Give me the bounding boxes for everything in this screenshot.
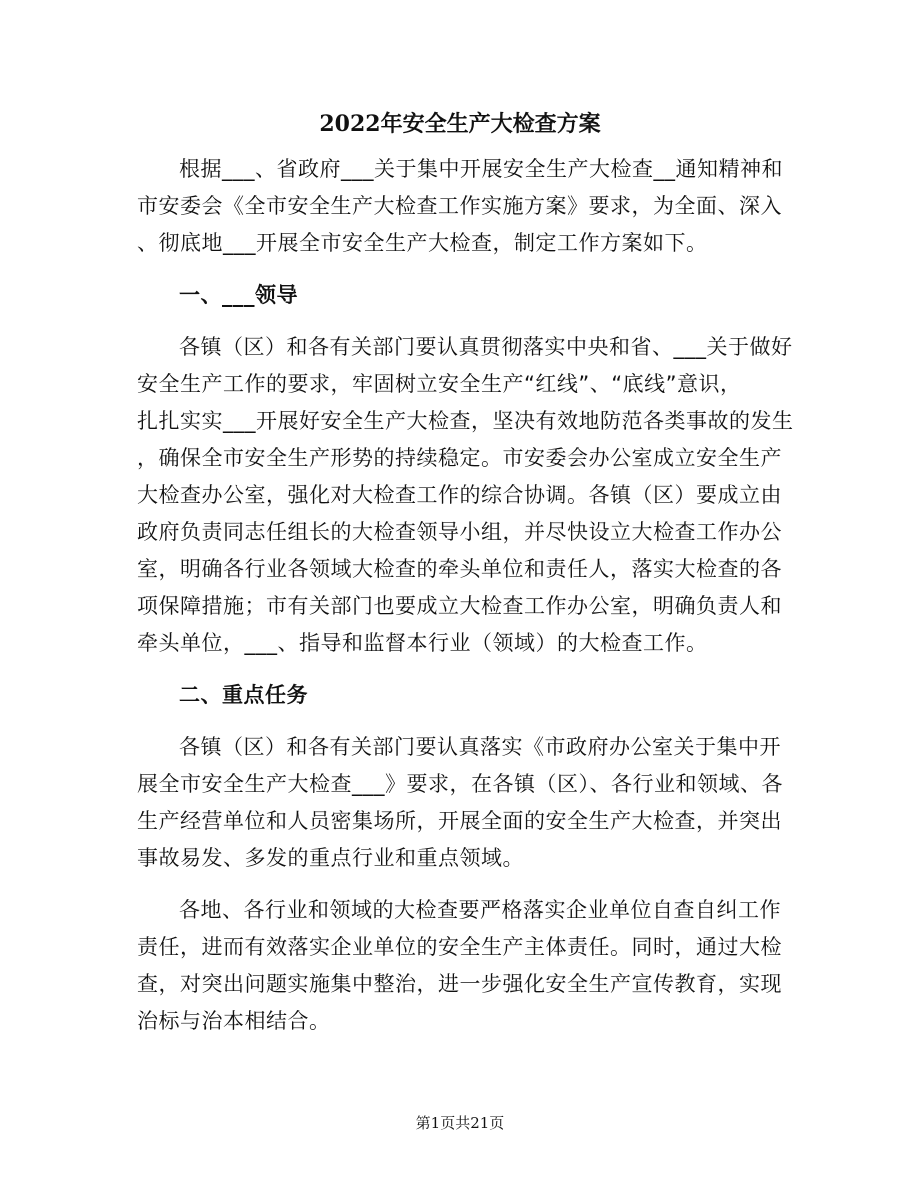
paragraph-line: 治标与治本相结合。	[137, 1009, 331, 1033]
page-number: 第1页共21页	[415, 1114, 505, 1132]
document-title: 2022年安全生产大检查方案	[319, 111, 601, 137]
paragraph-line: 根据___、省政府___关于集中开展安全生产大检查__通知精神和	[179, 157, 783, 181]
section-heading-1: 一、___领导	[179, 283, 298, 307]
paragraph-line: 牵头单位，___、指导和监督本行业（领域）的大检查工作。	[137, 631, 708, 655]
section-heading-2: 二、重点任务	[179, 683, 308, 707]
document-body	[137, 151, 794, 1040]
paragraph-line: 各镇（区）和各有关部门要认真贯彻落实中央和省、___关于做好	[179, 335, 793, 359]
paragraph-line: 责任，进而有效落实企业单位的安全生产主体责任。同时，通过大检	[137, 935, 782, 959]
paragraph-line: 市安委会《全市安全生产大检查工作实施方案》要求，为全面、深入	[137, 194, 782, 218]
paragraph-line: 各地、各行业和领域的大检查要严格落实企业单位自查自纠工作	[179, 898, 781, 922]
paragraph-line: 、彻底地___开展全市安全生产大检查，制定工作方案如下。	[137, 231, 708, 255]
paragraph-line: 安全生产工作的要求，牢固树立安全生产“红线”、“底线”意识，	[137, 372, 742, 396]
paragraph-line: 政府负责同志任组长的大检查领导小组，并尽快设立大检查工作办公	[137, 520, 782, 544]
paragraph-line: 项保障措施；市有关部门也要成立大检查工作办公室，明确负责人和	[137, 594, 782, 618]
paragraph-line: 展全市安全生产大检查___》要求，在各镇（区）、各行业和领域、各	[137, 772, 783, 796]
paragraph-line: 各镇（区）和各有关部门要认真落实《市政府办公室关于集中开	[179, 735, 781, 759]
paragraph-line: 查，对突出问题实施集中整治，进一步强化安全生产宣传教育，实现	[137, 972, 782, 996]
paragraph-line: 生产经营单位和人员密集场所，开展全面的安全生产大检查，并突出	[137, 809, 782, 833]
paragraph-line: 事故易发、多发的重点行业和重点领域。	[137, 846, 524, 870]
paragraph-line: 扎扎实实___开展好安全生产大检查，坚决有效地防范各类事故的发生	[137, 409, 794, 433]
paragraph-line: 大检查办公室，强化对大检查工作的综合协调。各镇（区）要成立由	[137, 483, 782, 507]
paragraph-line: 室，明确各行业各领域大检查的牵头单位和责任人，落实大检查的各	[137, 557, 782, 581]
paragraph-line: ，确保全市安全生产形势的持续稳定。市安委会办公室成立安全生产	[137, 446, 782, 470]
